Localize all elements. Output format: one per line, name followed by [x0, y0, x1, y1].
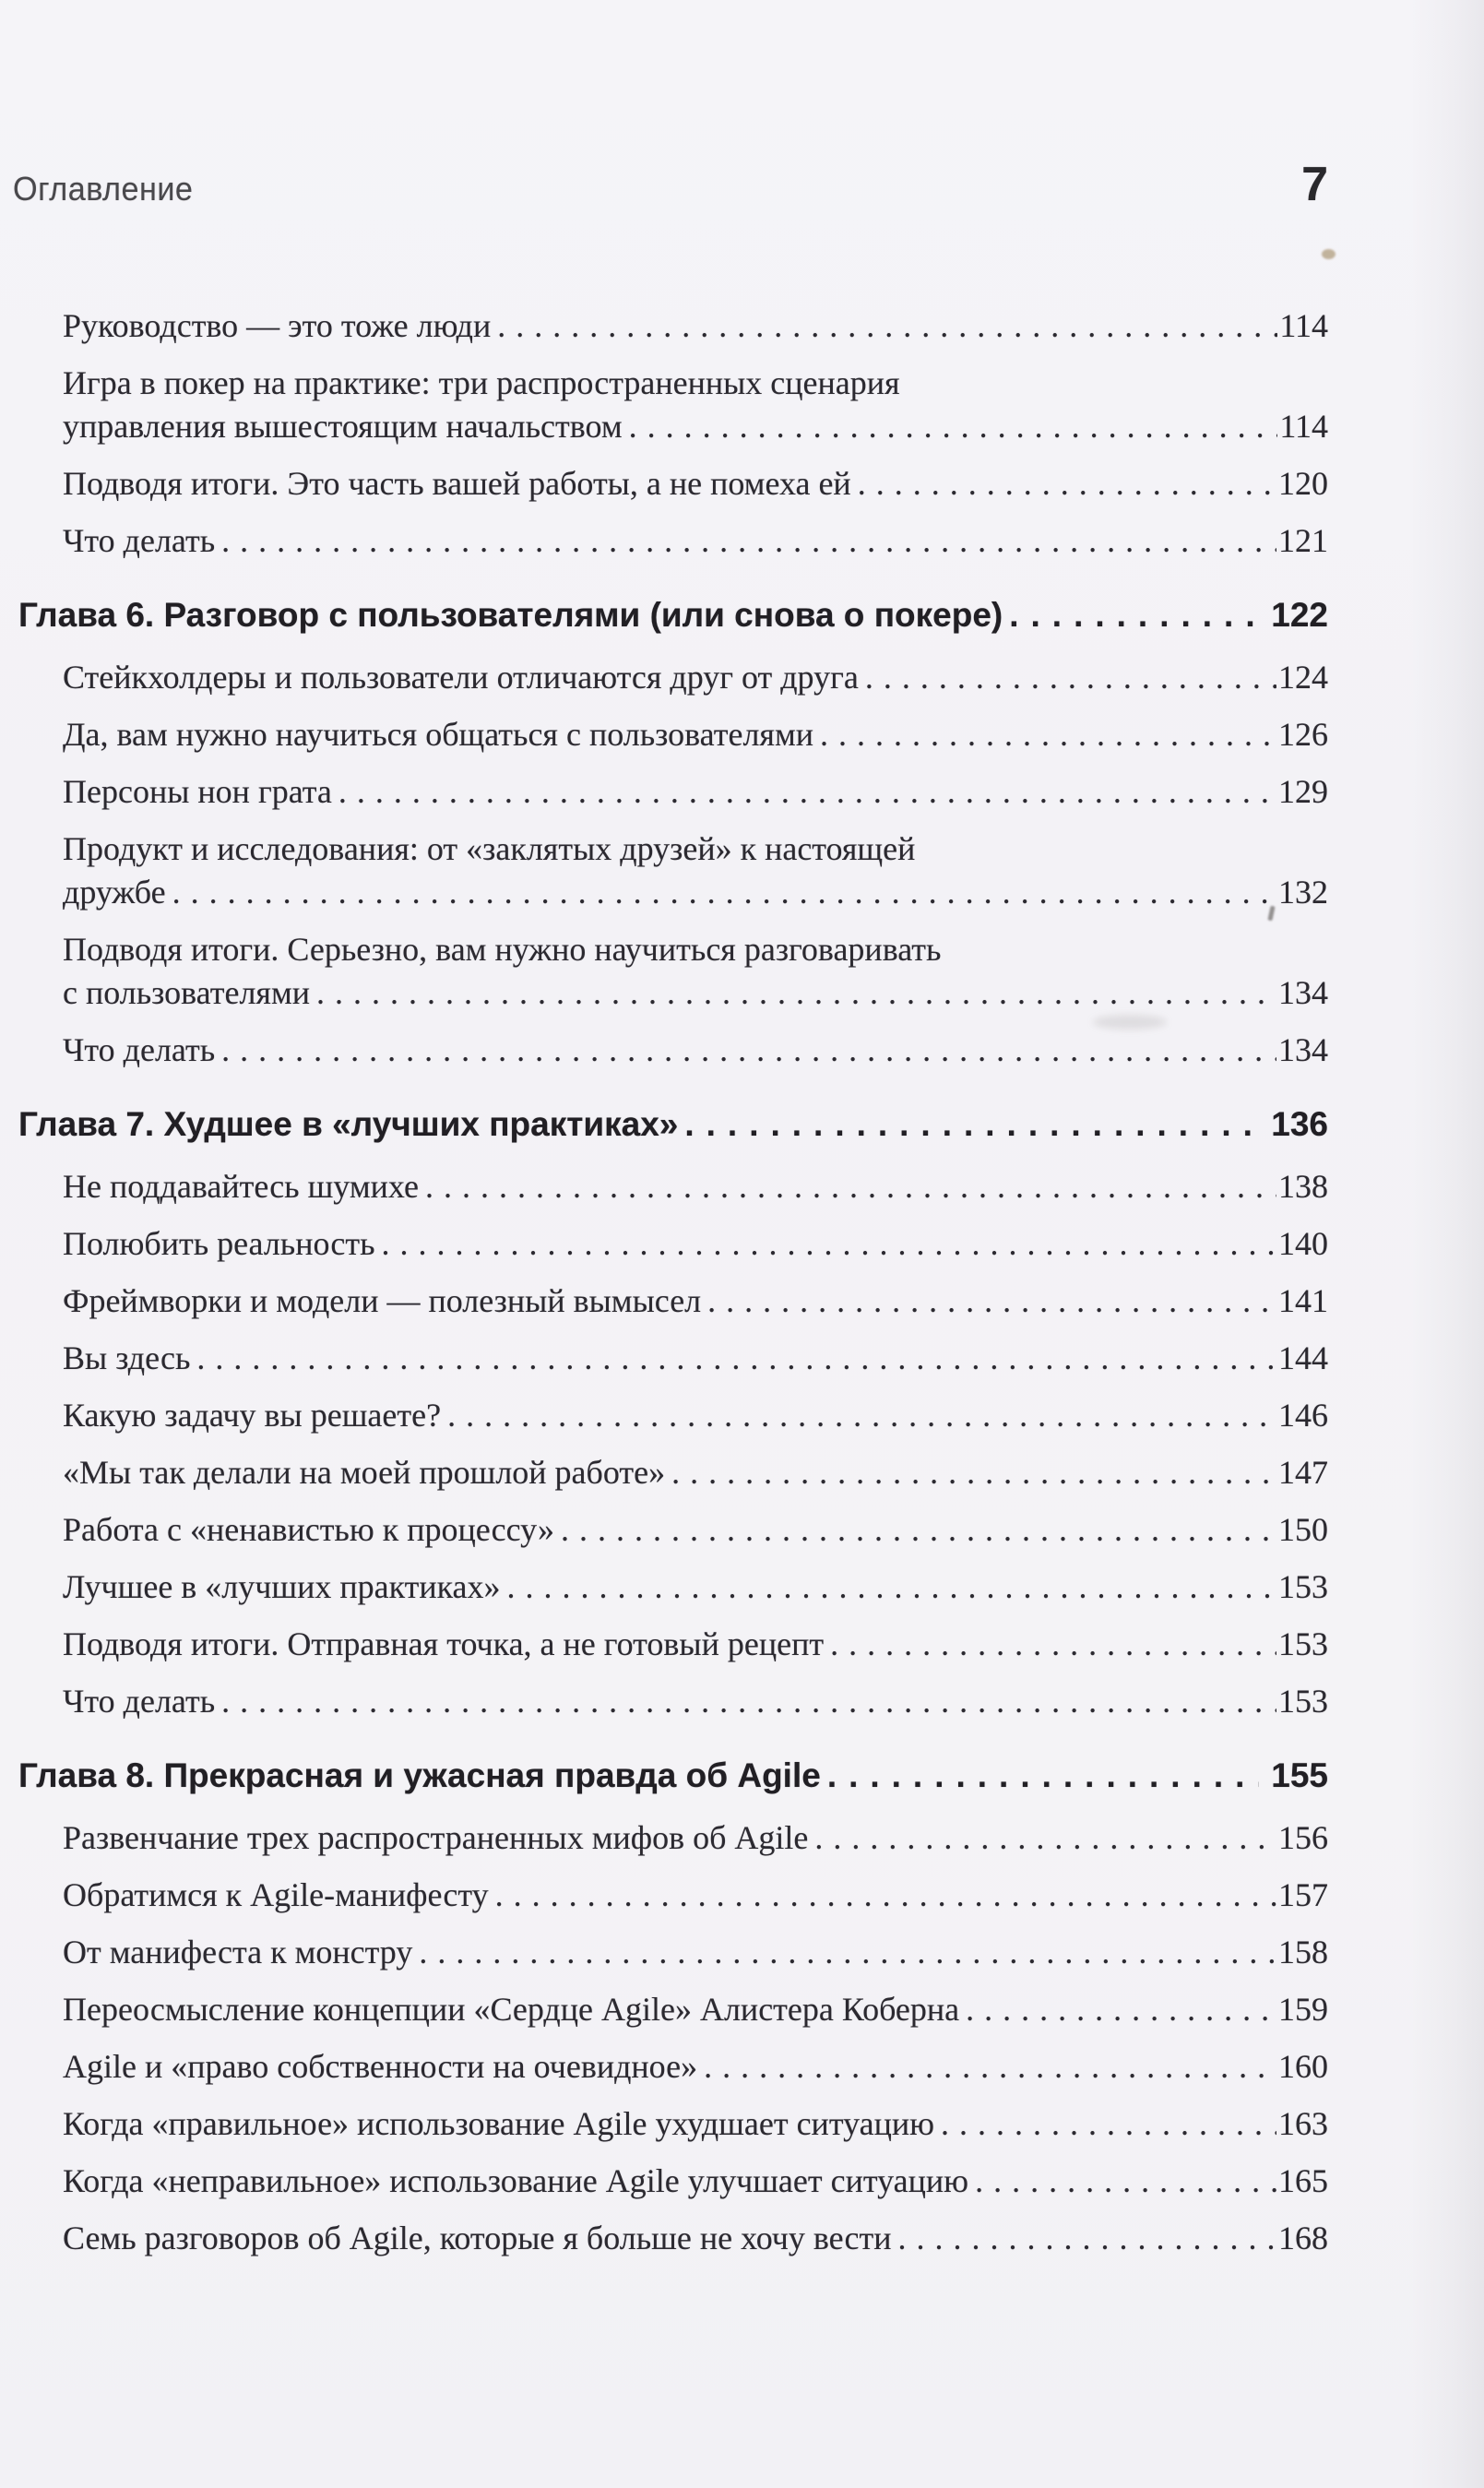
- toc-entry-page: 156: [1278, 1819, 1328, 1856]
- toc-entry-page: 157: [1278, 1876, 1328, 1913]
- dot-leader: [425, 1165, 1276, 1208]
- toc-entry-title: Подводя итоги. Это часть вашей работы, а не помеха ей: [63, 465, 851, 502]
- toc-entry-page: 168: [1278, 2220, 1328, 2256]
- toc-entry-title: Подводя итоги. Отправная точка, а не готовый рецепт: [63, 1625, 825, 1662]
- toc-chapter-title: Глава 7. Худшее в «лучших практиках»: [18, 1105, 679, 1143]
- toc-chapter-title: Глава 6. Разговор с пользователями (или снова о покере): [18, 596, 1003, 634]
- toc-chapter: [18, 1754, 1328, 1798]
- toc-entry-title-continuation: дружбе: [63, 874, 166, 911]
- toc-entry: [63, 1222, 1328, 1266]
- toc-entry: [63, 2160, 1328, 2203]
- page-header: [13, 157, 1328, 212]
- toc-entry-page: 150: [1278, 1511, 1328, 1548]
- toc-entry-page: 138: [1278, 1168, 1328, 1205]
- dot-leader: [172, 871, 1276, 914]
- toc-entry: [63, 1680, 1328, 1723]
- toc-entry: [63, 1029, 1328, 1072]
- dot-leader: [338, 770, 1276, 814]
- toc-entry-page: 163: [1278, 2105, 1328, 2142]
- dot-leader: [814, 1816, 1276, 1860]
- toc-entry: [63, 770, 1328, 814]
- toc-chapter-page: 122: [1271, 596, 1328, 634]
- dot-leader: [221, 519, 1276, 563]
- toc-entry: [63, 1931, 1328, 1974]
- running-title: Оглавление: [13, 170, 194, 208]
- toc-entry: [63, 1165, 1328, 1208]
- toc-entry-page: 121: [1278, 522, 1328, 559]
- toc-entry-title: Да, вам нужно научиться общаться с пользователями: [63, 716, 814, 753]
- toc-entry-title: Обратимся к Agile-манифесту: [63, 1876, 489, 1913]
- toc-entry-title: Лучшее в «лучших практиках»: [63, 1568, 501, 1605]
- dot-leader: [671, 1451, 1276, 1494]
- toc-entry-title: Что делать: [63, 1031, 216, 1068]
- dot-leader: [495, 1874, 1276, 1917]
- toc-chapter: [18, 593, 1328, 637]
- dot-leader: [382, 1222, 1276, 1266]
- dot-leader: [419, 1931, 1276, 1974]
- toc-chapter-page: 136: [1271, 1105, 1328, 1143]
- toc-entry-title: Когда «неправильное» использование Agile улучшает ситуацию: [63, 2162, 969, 2199]
- toc-entry: [63, 656, 1328, 699]
- toc-entry-title: Когда «правильное» использование Agile ухудшает ситуацию: [63, 2105, 934, 2142]
- toc-entry-title: Какую задачу вы решаете?: [63, 1397, 442, 1434]
- toc-entry-page: 126: [1278, 716, 1328, 753]
- dot-leader: [221, 1029, 1276, 1072]
- toc-entry-title: Стейкхолдеры и пользователи отличаются друг от друга: [63, 659, 859, 696]
- dot-leader: [316, 971, 1276, 1015]
- toc-entry-title: Семь разговоров об Agile, которые я больше не хочу вести: [63, 2220, 892, 2256]
- dot-leader: [221, 1680, 1276, 1723]
- toc-entry-page: 153: [1278, 1568, 1328, 1605]
- toc-entry-title: Вы здесь: [63, 1339, 191, 1376]
- dot-leader: [865, 656, 1276, 699]
- dot-leader: [704, 2045, 1276, 2089]
- toc-entry-page: 147: [1278, 1454, 1328, 1491]
- folio-page-number: 7: [1301, 158, 1328, 211]
- toc-entry-title: Не поддавайтесь шумихе: [63, 1168, 419, 1205]
- toc-entry: [63, 1874, 1328, 1917]
- toc-entry-title-continuation: управления вышестоящим начальством: [63, 408, 623, 445]
- toc-entry-page: 160: [1278, 2048, 1328, 2085]
- toc-entry: [63, 362, 1328, 448]
- toc-entry-title: «Мы так делали на моей прошлой работе»: [63, 1454, 666, 1491]
- toc-entry-page: 159: [1278, 1991, 1328, 2028]
- dot-leader: [507, 1565, 1276, 1609]
- toc-entry-title: Продукт и исследования: от «заклятых друзей» к настоящей: [63, 830, 916, 867]
- dot-leader: [447, 1394, 1276, 1437]
- toc-entry-page: 140: [1278, 1225, 1328, 1262]
- toc-entry: [63, 1394, 1328, 1437]
- toc-entry-title: Фреймворки и модели — полезный вымысел: [63, 1282, 702, 1319]
- dot-leader: [941, 2102, 1276, 2146]
- toc-entry: [63, 1280, 1328, 1323]
- dot-leader: [1009, 593, 1259, 637]
- toc-entry-title: Переосмысление концепции «Сердце Agile» Алистера Коберна: [63, 1991, 960, 2028]
- toc-entry: [63, 1565, 1328, 1609]
- dot-leader: [196, 1337, 1276, 1380]
- toc-entry-title: От манифеста к монстру: [63, 1934, 413, 1970]
- toc-entry-page: 153: [1278, 1625, 1328, 1662]
- toc-entry-title: Что делать: [63, 522, 216, 559]
- toc-entry-page: 124: [1278, 659, 1328, 696]
- dot-leader: [629, 405, 1278, 448]
- toc-entry: [63, 462, 1328, 506]
- dot-leader: [820, 713, 1276, 756]
- toc-chapter-title: Глава 8. Прекрасная и ужасная правда об Agile: [18, 1756, 821, 1794]
- toc-entry: [63, 827, 1328, 914]
- toc-entry: [63, 1337, 1328, 1380]
- toc-entry: [63, 1623, 1328, 1666]
- toc-entry-title: Игра в покер на практике: три распространенных сценария: [63, 364, 900, 401]
- dot-leader: [830, 1623, 1276, 1666]
- toc-entry-page: 114: [1279, 408, 1328, 445]
- toc-entry: [63, 928, 1328, 1015]
- toc-entry-title: Развенчание трех распространенных мифов об Agile: [63, 1819, 809, 1856]
- toc-chapter: [18, 1102, 1328, 1147]
- toc-entry-title: Полюбить реальность: [63, 1225, 375, 1262]
- toc-entry-page: 134: [1278, 1031, 1328, 1068]
- toc-entry-page: 144: [1278, 1339, 1328, 1376]
- toc-entry-title: Agile и «право собственности на очевидное»: [63, 2048, 698, 2085]
- toc-entry-page: 165: [1278, 2162, 1328, 2199]
- toc-entry-title: Персоны нон грата: [63, 773, 332, 810]
- toc-entry-title: Работа с «ненавистью к процессу»: [63, 1511, 555, 1548]
- dot-leader: [858, 462, 1276, 506]
- toc-entry-page: 120: [1278, 465, 1328, 502]
- toc-entry-page: 134: [1278, 974, 1328, 1011]
- dot-leader: [966, 1988, 1276, 2031]
- dot-leader: [497, 304, 1277, 348]
- toc-entry: [63, 2217, 1328, 2260]
- toc-entry: [63, 2045, 1328, 2089]
- table-of-contents: [18, 304, 1328, 2260]
- toc-entry-title: Подводя итоги. Серьезно, вам нужно научиться разговаривать: [63, 931, 942, 968]
- toc-entry-page: 153: [1278, 1683, 1328, 1720]
- toc-entry: [63, 519, 1328, 563]
- dot-leader: [684, 1102, 1259, 1147]
- toc-entry-title: Руководство — это тоже люди: [63, 307, 492, 344]
- toc-entry: [63, 713, 1328, 756]
- toc-entry: [63, 1508, 1328, 1552]
- toc-chapter-page: 155: [1271, 1756, 1328, 1794]
- toc-entry-title-continuation: с пользователями: [63, 974, 311, 1011]
- paper-speck: [1322, 249, 1336, 259]
- toc-entry-page: 114: [1279, 307, 1328, 344]
- toc-entry: [63, 1816, 1328, 1860]
- toc-entry-page: 132: [1278, 874, 1328, 911]
- toc-entry: [63, 2102, 1328, 2146]
- dot-leader: [827, 1754, 1259, 1798]
- dot-leader: [975, 2160, 1276, 2203]
- dot-leader: [561, 1508, 1276, 1552]
- toc-entry-title: Что делать: [63, 1683, 216, 1720]
- toc-entry-page: 141: [1278, 1282, 1328, 1319]
- toc-entry: [63, 1451, 1328, 1494]
- toc-entry-page: 146: [1278, 1397, 1328, 1434]
- dot-leader: [707, 1280, 1276, 1323]
- dot-leader: [898, 2217, 1276, 2260]
- toc-entry: [63, 304, 1328, 348]
- toc-entry-page: 158: [1278, 1934, 1328, 1970]
- toc-entry-page: 129: [1278, 773, 1328, 810]
- toc-entry: [63, 1988, 1328, 2031]
